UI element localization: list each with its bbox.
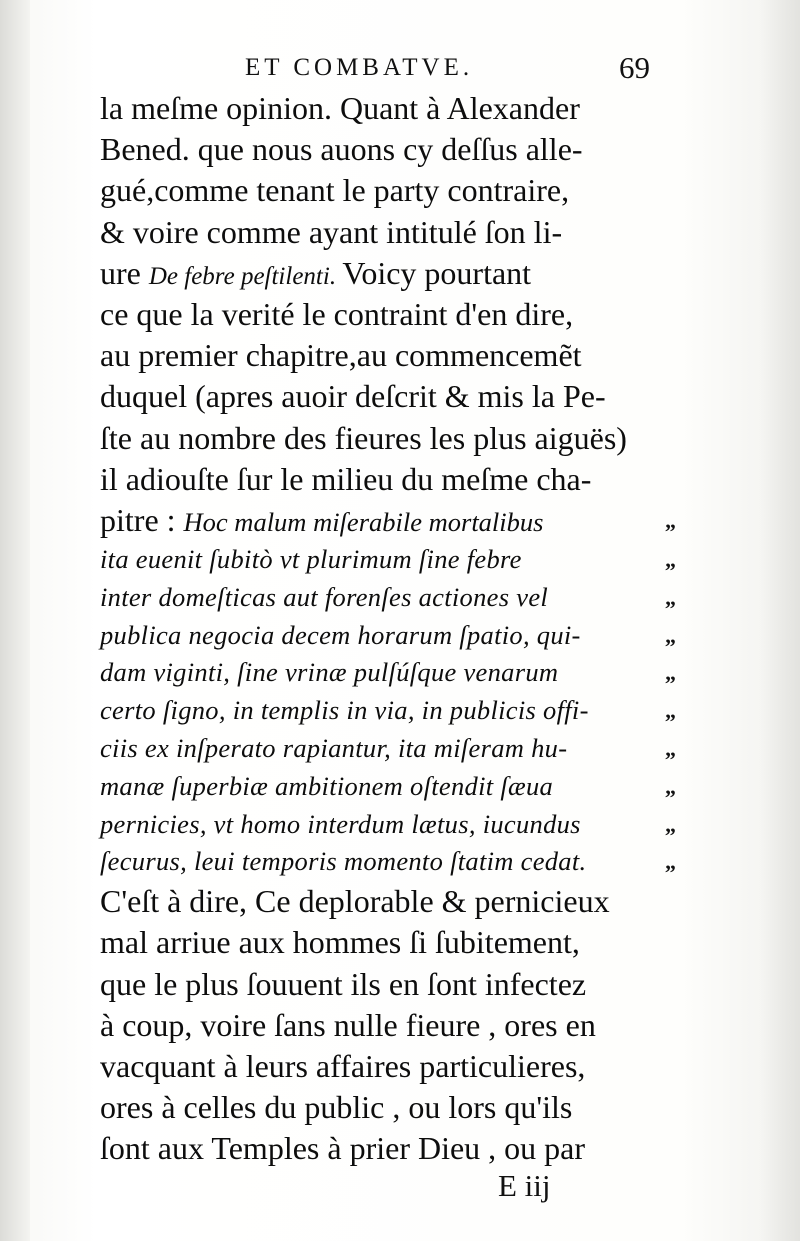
text-line bbox=[100, 459, 660, 500]
quotation-marker: „ bbox=[665, 547, 677, 573]
book-title-italic: De febre peſtilenti. bbox=[148, 262, 343, 290]
signature-mark: E iij bbox=[498, 1168, 551, 1203]
text-line bbox=[100, 294, 660, 335]
text-line-content: gué,comme tenant le party contraire, bbox=[100, 172, 570, 209]
text-line bbox=[100, 253, 660, 294]
text-line bbox=[100, 1128, 660, 1169]
text-line-content: dam viginti, ſine vrinæ pulſúſque venarum bbox=[100, 657, 559, 688]
text-line-content: manæ ſuperbiæ ambitionem oſtendit ſæua bbox=[100, 770, 554, 801]
text-line bbox=[100, 579, 677, 617]
quotation-marker: „ bbox=[665, 507, 676, 533]
text-line-content: inter domeſticas aut forenſes actiones vel bbox=[100, 581, 549, 612]
text-line-roman: ure bbox=[100, 254, 149, 291]
text-line bbox=[100, 541, 677, 579]
text-line bbox=[100, 617, 677, 655]
quotation-marker: „ bbox=[665, 660, 677, 686]
text-line bbox=[100, 806, 677, 844]
text-line bbox=[100, 129, 660, 170]
quotation-marker: „ bbox=[665, 773, 677, 799]
page-number: 69 bbox=[619, 50, 650, 85]
text-line-content: vacquant à leurs affaires particulieres, bbox=[100, 1047, 586, 1084]
text-line bbox=[100, 881, 660, 922]
text-line bbox=[100, 212, 660, 253]
text-line-content: ſont aux Temples à prier Dieu , ou par bbox=[100, 1130, 586, 1167]
text-line-content: Bened. que nous auons cy deſſus alle- bbox=[100, 131, 583, 168]
text-line bbox=[100, 88, 660, 129]
text-line-content: au premier chapitre,au commencemẽt bbox=[100, 337, 582, 374]
text-line-content: ce que la verité le contraint d'en dire, bbox=[100, 295, 574, 332]
quotation-marker: „ bbox=[665, 849, 677, 875]
text-line bbox=[100, 964, 660, 1005]
text-line bbox=[100, 1046, 660, 1087]
text-line-content: pernicies, vt homo interdum lætus, iucundus bbox=[100, 808, 581, 839]
quotation-marker: „ bbox=[665, 584, 677, 610]
text-line-content: ſecurus, leui temporis momento ſtatim cedat. bbox=[100, 846, 587, 877]
text-line-content: ſte au nombre des fieures les plus aiguës) bbox=[100, 419, 627, 456]
text-line bbox=[100, 500, 676, 541]
page-gutter-shadow bbox=[0, 0, 30, 1241]
text-line-content: que le plus ſouuent ils en ſont infectez bbox=[100, 965, 587, 1002]
page-header bbox=[105, 50, 650, 90]
text-line bbox=[100, 730, 677, 768]
text-line-content: & voire comme ayant intitulé ſon li- bbox=[100, 213, 563, 250]
text-line bbox=[100, 170, 660, 211]
text-line-content: duquel (apres auoir deſcrit & mis la Pe- bbox=[100, 378, 606, 415]
text-line bbox=[100, 768, 677, 806]
quotation-marker: „ bbox=[665, 736, 677, 762]
text-line-content: ciis ex inſperato rapiantur, ita miſeram hu- bbox=[100, 733, 568, 764]
text-line-content: il adiouſte ſur le milieu du meſme cha- bbox=[100, 460, 592, 497]
text-line-italic: Hoc malum miſerabile mortalibus bbox=[183, 506, 544, 537]
quotation-marker: „ bbox=[665, 622, 677, 648]
text-line bbox=[100, 843, 677, 881]
text-line bbox=[100, 335, 660, 376]
text-line bbox=[100, 376, 660, 417]
text-line-content: certo ſigno, in templis in via, in publicis offi- bbox=[100, 695, 589, 726]
text-line-content: à coup, voire ſans nulle fieure , ores en bbox=[100, 1006, 596, 1043]
text-line bbox=[100, 418, 660, 459]
text-line-roman: pitre : bbox=[100, 501, 184, 538]
body-text bbox=[100, 88, 677, 1170]
text-line-content: ita euenit ſubitò vt plurimum ſine febre bbox=[100, 544, 522, 575]
quotation-marker: „ bbox=[665, 698, 677, 724]
running-head: ET COMBATVE. bbox=[245, 54, 474, 81]
text-line bbox=[100, 654, 677, 692]
text-line bbox=[100, 922, 660, 963]
text-line-content: C'eſt à dire, Ce deplorable & pernicieux bbox=[100, 883, 610, 920]
page-edge-shadow bbox=[760, 0, 800, 1241]
text-line-content: la meſme opinion. Quant à Alexander bbox=[100, 90, 580, 126]
text-line-roman: Voicy pourtant bbox=[342, 254, 532, 291]
text-line bbox=[100, 692, 677, 730]
text-line-content: ores à celles du public , ou lors qu'ils bbox=[100, 1089, 573, 1126]
text-line bbox=[100, 1005, 660, 1046]
text-line-content: mal arriue aux hommes ſi ſubitement, bbox=[100, 924, 580, 961]
quotation-marker: „ bbox=[665, 811, 677, 837]
text-line-content: publica negocia decem horarum ſpatio, qui- bbox=[100, 619, 581, 650]
text-line bbox=[100, 1087, 660, 1128]
